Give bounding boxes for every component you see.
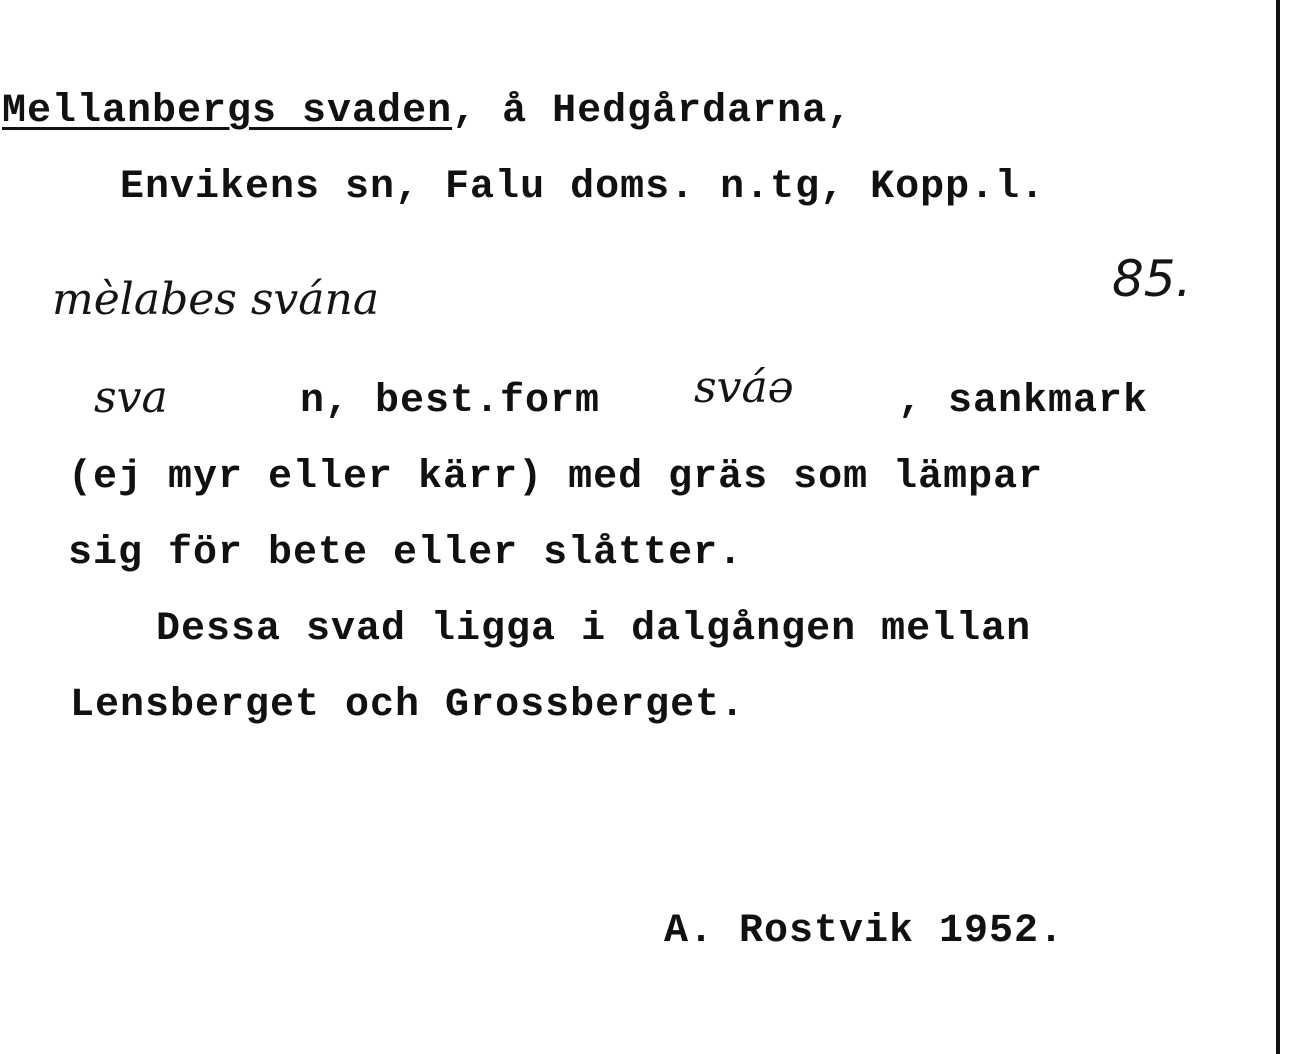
- definition-line-3: sig för bete eller slåtter.: [68, 531, 744, 576]
- definition-part-2: , sankmark: [898, 379, 1149, 424]
- word-form-definite: svа́ə: [694, 362, 794, 413]
- note-line-2: Lensberget och Grossberget.: [70, 683, 746, 728]
- headword: Mellanbergs svaden: [2, 89, 453, 134]
- location-line: Envikens sn, Falu doms. n.tg, Kopp.l.: [120, 165, 1046, 210]
- card-number: 85.: [1112, 250, 1192, 308]
- definition-line-2: (ej myr eller kärr) med gräs som lämpar: [68, 455, 1044, 500]
- card-edge-line: [1276, 0, 1280, 1054]
- pronunciation: mèlabes svánа: [52, 274, 380, 325]
- headword-rest: , å Hedgårdarna,: [452, 89, 853, 134]
- note-line-1: Dessa svad ligga i dalgången mellan: [156, 607, 1032, 652]
- signature: A. Rostvik 1952.: [664, 909, 1065, 954]
- word-form: svа: [94, 372, 168, 423]
- headword-line: [2, 89, 853, 134]
- definition-part-1: n, best.form: [300, 379, 601, 424]
